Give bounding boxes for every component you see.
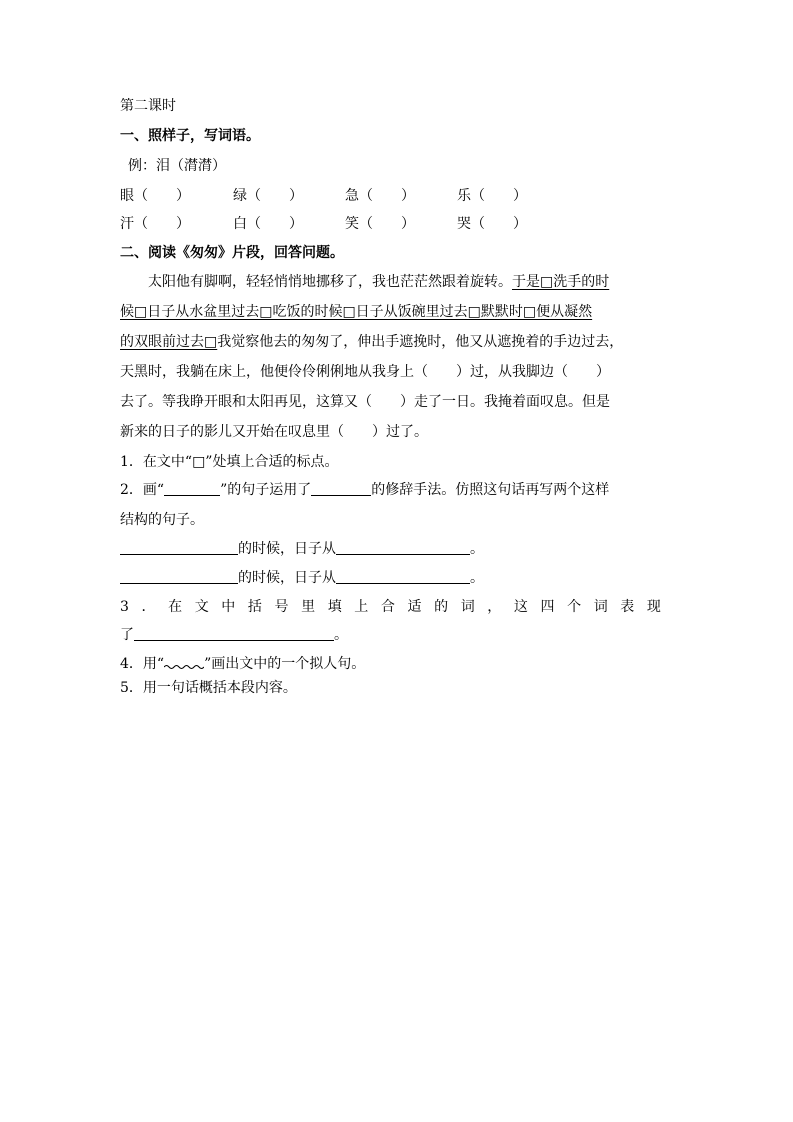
passage-line: 去了。等我睁开眼和太阳再见，这算又（ ）走了一日。我掩着面叹息。但是 — [120, 394, 610, 410]
q2-text: 的修辞手法。仿照这句话再写两个这样 — [371, 482, 610, 498]
question-5: 5．用一句话概括本段内容。 — [120, 680, 297, 696]
answer-blank — [164, 481, 220, 496]
q4-text: 4．用“ — [120, 656, 165, 672]
passage-line: 候□日子从水盆里过去□吃饭的时候□日子从饭碗里过去□默默时□便从凝然 — [120, 304, 593, 320]
answer-blank — [336, 540, 470, 555]
word-blank: 眼（ ） — [120, 188, 190, 204]
word-blank: 急（ ） — [345, 188, 415, 204]
answer-blank — [120, 540, 238, 555]
word-blank: 乐（ ） — [457, 188, 527, 204]
q2-text: 2．画“ — [120, 482, 165, 498]
fill-line-1 — [120, 539, 484, 559]
answer-blank — [311, 481, 371, 496]
q3-text: 。 — [334, 627, 348, 643]
underlined-sentence: 于是□洗手的时 — [512, 274, 610, 290]
fill-text: 的时候，日子从 — [238, 541, 336, 557]
q2-text: ”的句子运用了 — [220, 482, 312, 498]
passage-text: 太阳他有脚啊，轻轻悄悄地挪移了，我也茫茫然跟着旋转。 — [148, 274, 512, 290]
passage-line — [120, 332, 623, 352]
section1-title: 一、照样子，写词语。 — [120, 128, 260, 144]
word-blank: 笑（ ） — [345, 216, 415, 232]
question-2 — [120, 480, 609, 500]
passage-text: 我觉察他去的匆匆了，伸出手遮挽时，他又从遮挽着的手边过去， — [217, 334, 624, 350]
passage-line: 天黑时，我躺在床上，他便伶伶俐俐地从我身上（ ）过，从我脚边（ ） — [120, 364, 610, 380]
q3-text: 了 — [120, 627, 134, 643]
fill-line-2 — [120, 568, 484, 588]
answer-blank — [336, 569, 470, 584]
lesson-label: 第二课时 — [120, 98, 176, 114]
answer-blank — [134, 626, 334, 641]
word-blank: 白（ ） — [233, 216, 303, 232]
question-2-cont: 结构的句子。 — [120, 512, 204, 528]
question-1: 1．在文中“□”处填上合适的标点。 — [120, 454, 339, 470]
word-blank: 哭（ ） — [457, 216, 527, 232]
q4-text: ”画出文中的一个拟人句。 — [204, 656, 366, 672]
wavy-line-icon — [164, 656, 204, 670]
question-3-cont — [120, 625, 348, 645]
fill-text: 的时候，日子从 — [238, 570, 336, 586]
question-4 — [120, 654, 365, 674]
underlined-sentence: 的双眼前过去□ — [120, 334, 218, 350]
section2-title: 二、阅读《匆匆》片段，回答问题。 — [120, 245, 344, 261]
fill-text: 。 — [470, 570, 484, 586]
passage-line — [148, 272, 609, 292]
answer-blank — [120, 569, 238, 584]
word-blank: 绿（ ） — [233, 188, 303, 204]
question-3: 3．在文中括号里填上合适的词，这四个词表现 — [120, 599, 674, 615]
fill-text: 。 — [470, 541, 484, 557]
passage-line: 新来的日子的影儿又开始在叹息里（ ）过了。 — [120, 424, 428, 440]
example-line: 例：泪（潸潸） — [128, 158, 226, 174]
word-blank: 汗（ ） — [120, 216, 190, 232]
